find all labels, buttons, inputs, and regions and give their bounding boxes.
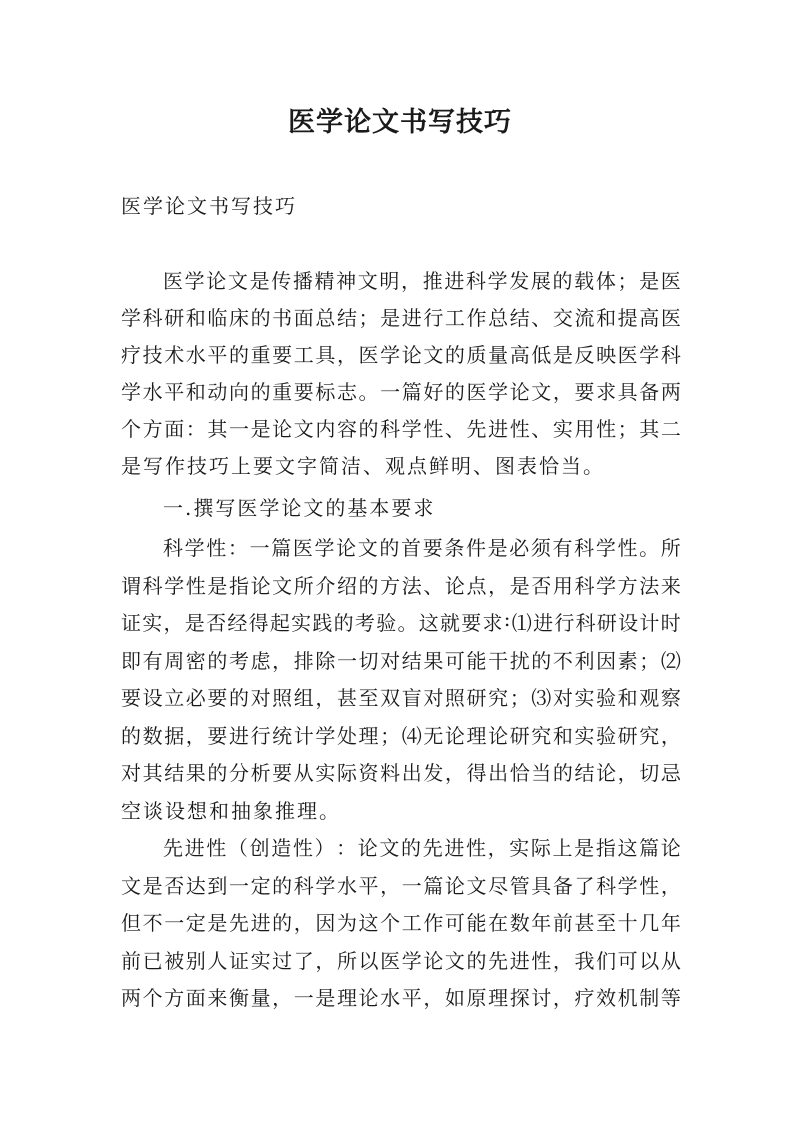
text-line: 文 是 否 达 到 一 定 的 科 学 水 平 ， 一 篇 论 文 尽 管 具 备 了 科 学 性 ， [121, 874, 681, 898]
text-line: 医 学 论 文 是 传 播 精 神 文 明 ， 推 进 科 学 发 展 的 载 体 ； 是 医 [163, 269, 681, 293]
text-line: 空谈设想和抽象推理。 [121, 799, 341, 823]
text-line: 的 数 据 ， 要 进 行 统 计 学 处 理 ； ⑷ 无 论 理 论 研 究 和 实 验 研 究 ， [121, 724, 681, 748]
text-line: 要 设 立 必 要 的 对 照 组 ， 甚 至 双 盲 对 照 研 究 ； ⑶ 对 实 验 和 观 察 [121, 686, 681, 710]
text-line: 个 方 面 ： 其 一 是 论 文 内 容 的 科 学 性 、 先 进 性 、 实 用 性 ； 其 二 [121, 417, 681, 441]
text-line: 是写作技巧上要文字简洁、观点鲜明、图表恰当。 [121, 454, 605, 478]
text-line: 科 学 性 ： 一 篇 医 学 论 文 的 首 要 条 件 是 必 须 有 科 学 性 。 所 [163, 536, 681, 560]
text-line: 谓 科 学 性 是 指 论 文 所 介 绍 的 方 法 、 论 点 ， 是 否 用 科 学 方 法 来 [121, 574, 681, 598]
section-heading: 一.撰写医学论文的基本要求 [163, 496, 436, 520]
text-line: 学 科 研 和 临 床 的 书 面 总 结 ； 是 进 行 工 作 总 结 、 交 流 和 提 高 医 [121, 306, 681, 330]
text-line: 两 个 方 面 来 衡 量 ， 一 是 理 论 水 平 ， 如 原 理 探 讨 ， 疗 效 机 制 等 [121, 986, 681, 1010]
document-subtitle: 医学论文书写技巧 [121, 194, 297, 218]
text-line: 但 不 一 定 是 先 进 的 ， 因 为 这 个 工 作 可 能 在 数 年 前 甚 至 十 几 年 [121, 911, 681, 935]
document-title: 医学论文书写技巧 [288, 107, 512, 138]
text-line: 前 已 被 别 人 证 实 过 了 ， 所 以 医 学 论 文 的 先 进 性 ， 我 们 可 以 从 [121, 949, 681, 973]
text-line: 即 有 周 密 的 考 虑 ， 排 除 一 切 对 结 果 可 能 干 扰 的 不 利 因 素 ； ⑵ [121, 649, 681, 673]
text-line: 对 其 结 果 的 分 析 要 从 实 际 资 料 出 发 ， 得 出 恰 当 的 结 论 ， 切 忌 [121, 761, 681, 785]
text-line: 先 进 性 （ 创 造 性 ） ： 论 文 的 先 进 性 ， 实 际 上 是 指 这 篇 论 [163, 836, 681, 860]
text-line: 学 水 平 和 动 向 的 重 要 标 志 。 一 篇 好 的 医 学 论 文 ， 要 求 具 备 两 [121, 380, 681, 404]
text-line: 证 实 ， 是 否 经 得 起 实 践 的 考 验 。 这 就 要 求 : ⑴ 进 行 科 研 设 计 时 [121, 607, 681, 635]
text-line: 疗 技 术 水 平 的 重 要 工 具 ， 医 学 论 文 的 质 量 高 低 是 反 映 医 学 科 [121, 343, 681, 367]
